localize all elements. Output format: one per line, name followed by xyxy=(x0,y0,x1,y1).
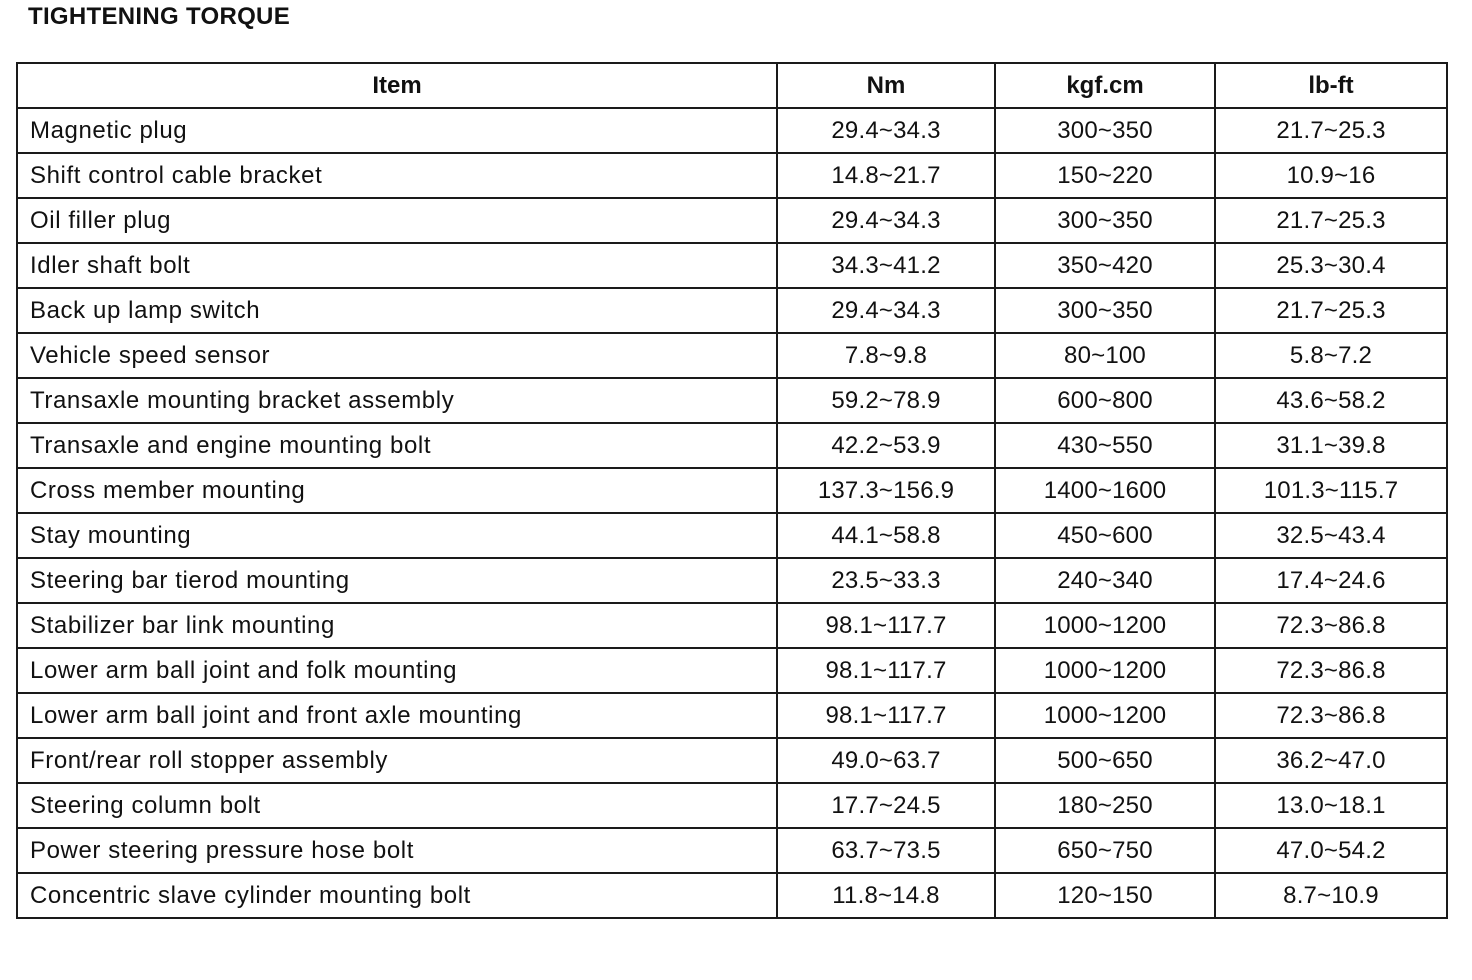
cell-item: Vehicle speed sensor xyxy=(17,333,777,378)
cell-item: Oil filler plug xyxy=(17,198,777,243)
table-row xyxy=(17,243,1447,288)
cell-kgf-cm: 430~550 xyxy=(995,423,1215,468)
table-row xyxy=(17,603,1447,648)
cell-item: Idler shaft bolt xyxy=(17,243,777,288)
cell-nm: 98.1~117.7 xyxy=(777,648,995,693)
table-row xyxy=(17,513,1447,558)
cell-kgf-cm: 240~340 xyxy=(995,558,1215,603)
cell-nm: 49.0~63.7 xyxy=(777,738,995,783)
cell-nm: 44.1~58.8 xyxy=(777,513,995,558)
table-row xyxy=(17,738,1447,783)
table-row xyxy=(17,783,1447,828)
cell-item: Steering bar tierod mounting xyxy=(17,558,777,603)
cell-item: Back up lamp switch xyxy=(17,288,777,333)
cell-kgf-cm: 120~150 xyxy=(995,873,1215,918)
cell-kgf-cm: 1000~1200 xyxy=(995,693,1215,738)
table-row xyxy=(17,693,1447,738)
column-header-item: Item xyxy=(17,63,777,108)
cell-nm: 34.3~41.2 xyxy=(777,243,995,288)
cell-lb-ft: 36.2~47.0 xyxy=(1215,738,1447,783)
cell-kgf-cm: 80~100 xyxy=(995,333,1215,378)
cell-kgf-cm: 450~600 xyxy=(995,513,1215,558)
table-row xyxy=(17,468,1447,513)
cell-nm: 29.4~34.3 xyxy=(777,198,995,243)
table-row xyxy=(17,558,1447,603)
cell-lb-ft: 31.1~39.8 xyxy=(1215,423,1447,468)
cell-lb-ft: 5.8~7.2 xyxy=(1215,333,1447,378)
column-header-kgf-cm: kgf.cm xyxy=(995,63,1215,108)
cell-item: Transaxle and engine mounting bolt xyxy=(17,423,777,468)
cell-lb-ft: 47.0~54.2 xyxy=(1215,828,1447,873)
cell-item: Transaxle mounting bracket assembly xyxy=(17,378,777,423)
cell-lb-ft: 21.7~25.3 xyxy=(1215,288,1447,333)
header-row xyxy=(17,63,1447,108)
cell-nm: 23.5~33.3 xyxy=(777,558,995,603)
table-header xyxy=(17,63,1447,108)
cell-nm: 63.7~73.5 xyxy=(777,828,995,873)
cell-lb-ft: 10.9~16 xyxy=(1215,153,1447,198)
cell-nm: 29.4~34.3 xyxy=(777,288,995,333)
cell-nm: 14.8~21.7 xyxy=(777,153,995,198)
table-body xyxy=(17,108,1447,918)
cell-nm: 7.8~9.8 xyxy=(777,333,995,378)
cell-item: Lower arm ball joint and folk mounting xyxy=(17,648,777,693)
cell-kgf-cm: 150~220 xyxy=(995,153,1215,198)
cell-kgf-cm: 1400~1600 xyxy=(995,468,1215,513)
cell-kgf-cm: 300~350 xyxy=(995,108,1215,153)
cell-kgf-cm: 1000~1200 xyxy=(995,603,1215,648)
cell-lb-ft: 72.3~86.8 xyxy=(1215,648,1447,693)
table-row xyxy=(17,423,1447,468)
cell-nm: 59.2~78.9 xyxy=(777,378,995,423)
cell-lb-ft: 25.3~30.4 xyxy=(1215,243,1447,288)
cell-kgf-cm: 600~800 xyxy=(995,378,1215,423)
cell-lb-ft: 21.7~25.3 xyxy=(1215,198,1447,243)
cell-kgf-cm: 350~420 xyxy=(995,243,1215,288)
cell-lb-ft: 21.7~25.3 xyxy=(1215,108,1447,153)
table-row xyxy=(17,153,1447,198)
cell-kgf-cm: 650~750 xyxy=(995,828,1215,873)
cell-kgf-cm: 180~250 xyxy=(995,783,1215,828)
table-row xyxy=(17,288,1447,333)
cell-lb-ft: 13.0~18.1 xyxy=(1215,783,1447,828)
torque-table xyxy=(16,62,1448,919)
column-header-lb-ft: lb-ft xyxy=(1215,63,1447,108)
table-row xyxy=(17,828,1447,873)
cell-item: Shift control cable bracket xyxy=(17,153,777,198)
cell-kgf-cm: 500~650 xyxy=(995,738,1215,783)
cell-kgf-cm: 300~350 xyxy=(995,198,1215,243)
cell-item: Lower arm ball joint and front axle mounting xyxy=(17,693,777,738)
cell-kgf-cm: 1000~1200 xyxy=(995,648,1215,693)
cell-lb-ft: 72.3~86.8 xyxy=(1215,603,1447,648)
cell-item: Cross member mounting xyxy=(17,468,777,513)
table-row xyxy=(17,108,1447,153)
table-row xyxy=(17,873,1447,918)
page-title: TIGHTENING TORQUE xyxy=(28,3,290,30)
column-header-nm: Nm xyxy=(777,63,995,108)
cell-item: Power steering pressure hose bolt xyxy=(17,828,777,873)
cell-item: Concentric slave cylinder mounting bolt xyxy=(17,873,777,918)
table-row xyxy=(17,378,1447,423)
cell-nm: 137.3~156.9 xyxy=(777,468,995,513)
table-row xyxy=(17,648,1447,693)
cell-nm: 29.4~34.3 xyxy=(777,108,995,153)
cell-nm: 11.8~14.8 xyxy=(777,873,995,918)
cell-nm: 98.1~117.7 xyxy=(777,693,995,738)
cell-lb-ft: 8.7~10.9 xyxy=(1215,873,1447,918)
cell-item: Stabilizer bar link mounting xyxy=(17,603,777,648)
cell-item: Stay mounting xyxy=(17,513,777,558)
cell-lb-ft: 72.3~86.8 xyxy=(1215,693,1447,738)
cell-lb-ft: 101.3~115.7 xyxy=(1215,468,1447,513)
table-row xyxy=(17,198,1447,243)
cell-nm: 42.2~53.9 xyxy=(777,423,995,468)
cell-nm: 17.7~24.5 xyxy=(777,783,995,828)
cell-lb-ft: 43.6~58.2 xyxy=(1215,378,1447,423)
cell-nm: 98.1~117.7 xyxy=(777,603,995,648)
cell-kgf-cm: 300~350 xyxy=(995,288,1215,333)
cell-item: Magnetic plug xyxy=(17,108,777,153)
cell-lb-ft: 32.5~43.4 xyxy=(1215,513,1447,558)
cell-lb-ft: 17.4~24.6 xyxy=(1215,558,1447,603)
table-row xyxy=(17,333,1447,378)
cell-item: Steering column bolt xyxy=(17,783,777,828)
cell-item: Front/rear roll stopper assembly xyxy=(17,738,777,783)
